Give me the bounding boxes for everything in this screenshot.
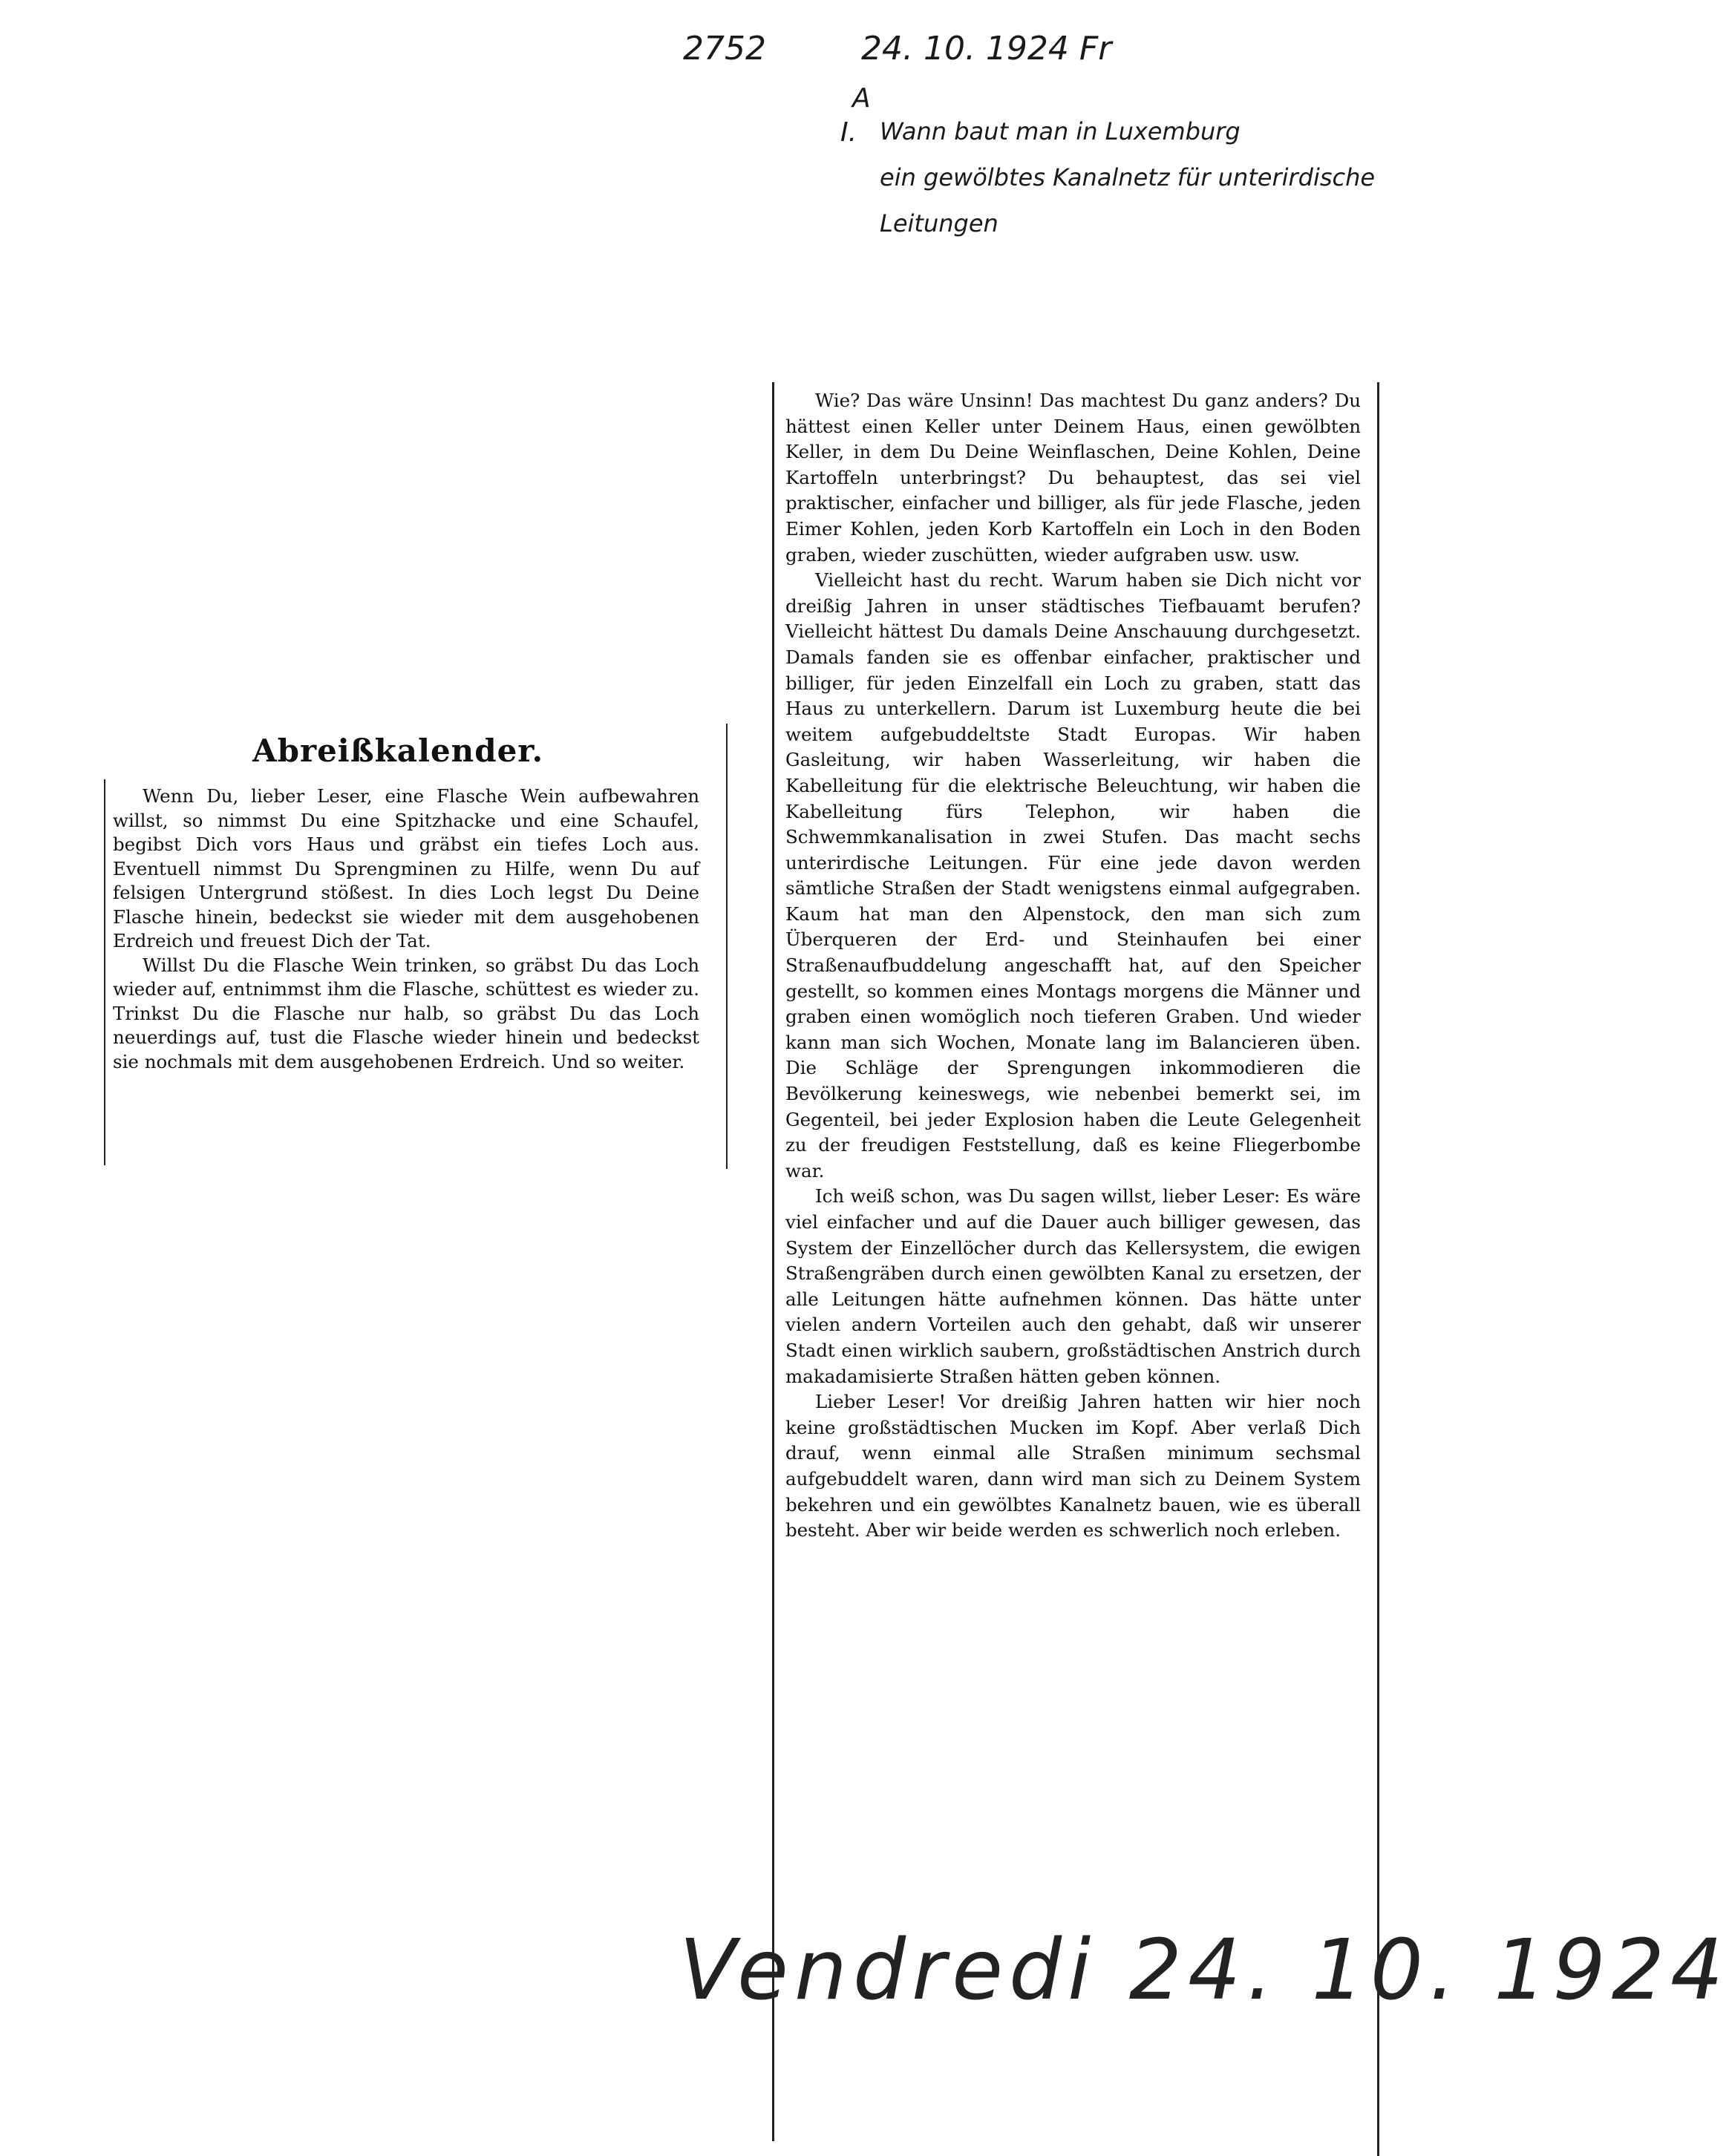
article-paragraph: Wie? Das wäre Unsinn! Das machtest Du ganz anders? Du hättest einen Keller unter Deinem Haus, einen gewölbten Keller, in dem Du Deine Weinflaschen, Deine Kohlen, Deine Kartoffeln unterbringst? Du behauptest, das sei viel praktischer, einfacher und billiger, als für jede Flasche, jeden Eimer Kohlen, jeden Korb Kartoffeln ein Loch in den Boden graben, wieder zuschütten, wieder aufgraben usw. usw. [785, 390, 1361, 566]
clipping-edge [104, 779, 105, 1165]
left-newspaper-clipping [104, 724, 713, 1191]
note-mark: A [852, 83, 871, 114]
article-paragraph: Vielleicht hast du recht. Warum haben sie Dich nicht vor dreißig Jahren in unser städtisches Tiefbauamt berufen? Vielleicht hättest Du damals Deine Anschauung durchgesetzt. Damals fanden sie es offenbar einfacher, praktischer und billiger, für jeden Einzelfall ein Loch zu graben, statt das Haus zu unterkellern. Darum ist Luxemburg heute die bei weitem aufgebuddeltste Stadt Europas. Wir haben Gasleitung, wir haben Wasserleitung, wir haben die Kabelleitung für die elektrische Beleuchtung, wir haben die Kabelleitung fürs Telephon, wir haben die Schwemmkanalisation in zwei Stufen. Das macht sechs unterirdische Leitungen. Für eine jede davon werden sämtliche Straßen der Stadt wenigstens einmal aufgegraben. Kaum hat man den Alpenstock, den man sich zum Überqueren der Erd- und Steinhaufen bei einer Straßenaufbuddelung angeschafft hat, auf den Speicher gestellt, so kommen eines Montags morgens die Männer und graben einen womöglich noch tieferen Graben. Und wieder kann man sich Wochen, Monate lang im Balancieren üben. Die Schläge der Sprengungen inkommodieren die Bevölkerung keineswegs, wie nebenbei bemerkt sei, im Gegenteil, bei jeder Explosion haben die Leute Gelegenheit zu der freudigen Feststellung, daß es keine Fliegerbombe war. [785, 569, 1361, 1182]
article-paragraph: Ich weiß schon, was Du sagen willst, lieber Leser: Es wäre viel einfacher und auf die Dauer auch billiger gewesen, das System der Einzellöcher durch das Kellersystem, die ewigen Straßengräben durch einen gewölbten Kanal zu ersetzen, der alle Leitungen hätte aufnehmen können. Das hätte unter vielen andern Vorteilen auch den gehabt, daß wir unserer Stadt einen wirklich saubern, großstädtischen Anstrich durch makadamisierte Straßen hätten geben können. [785, 1185, 1361, 1387]
article-body [113, 784, 699, 1074]
article-paragraph: Wenn Du, lieber Leser, eine Flasche Wein aufbewahren willst, so nimmst Du eine Spitzhacke und eine Schaufel, begibst Dich vors Haus und gräbst ein tiefes Loch aus. Eventuell nimmst Du Sprengminen zu Hilfe, wenn Du auf felsigen Untergrund stößest. In dies Loch legst Du Deine Flasche hinein, bedeckst sie wieder mit dem ausgehobenen Erdreich und freuest Dich der Tat. [113, 785, 699, 951]
clipping-edge [772, 382, 774, 2141]
article-paragraph: Lieber Leser! Vor dreißig Jahren hatten wir hier noch keine großstädtischen Mucken im Kopf. Aber verlaß Dich drauf, wenn einmal alle Straßen minimum sechsmal aufgebuddelt waren, dann wird man sich zu Deinem System bekehren und ein gewölbtes Kanalnetz bauen, wie es überall besteht. Aber wir beide werden es schwerlich noch erleben. [785, 1391, 1361, 1541]
right-newspaper-clipping [772, 382, 1366, 2141]
note-line: ein gewölbtes Kanalnetz für unterirdische [880, 163, 1376, 191]
note-line: Wann baut man in Luxemburg [880, 117, 1241, 145]
archive-number: 2752 [683, 30, 766, 68]
article-continuation [785, 388, 1361, 1544]
clipping-edge [1377, 382, 1379, 2156]
handwritten-date-note: 24. 10. 1924 Fr [861, 30, 1112, 68]
note-line: Leitungen [880, 209, 998, 237]
article-paragraph: Willst Du die Flasche Wein trinken, so gräbst Du das Loch wieder auf, entnimmst ihm die Flasche, schüttest es wieder zu. Trinkst Du die Flasche nur halb, so gräbst Du das Loch neuerdings auf, tust die Flasche wieder hinein und bedeckst sie nochmals mit dem ausgehobenen Erdreich. Und so weiter. [113, 954, 699, 1072]
note-number: I. [840, 117, 857, 148]
handwritten-date-footer: Vendredi 24. 10. 1924 [679, 1922, 1729, 2019]
clipping-edge [726, 724, 728, 1169]
article-title: Abreißkalender. [252, 733, 544, 769]
